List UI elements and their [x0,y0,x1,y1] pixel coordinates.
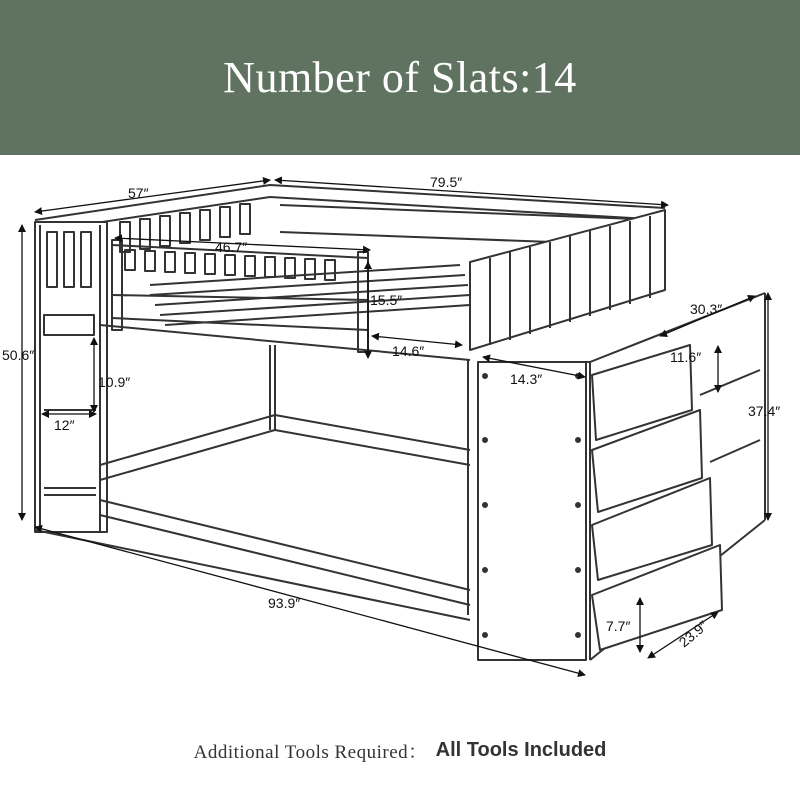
header-banner [0,0,800,155]
dim-total-height: 50.6″ [2,347,35,363]
dim-opening-width: 14.6″ [392,343,425,359]
dim-shelf-height: 11.6″ [670,349,702,365]
dim-bed-depth: 57″ [128,185,149,201]
dim-step-height: 10.9″ [98,374,131,390]
bed-frame [35,185,765,660]
page-title: Number of Slats:14 [223,53,577,102]
dim-bed-length: 79.5″ [430,174,463,190]
dim-ladder-width: 12″ [54,417,75,433]
dim-stair-height: 37.4″ [748,403,781,419]
tools-required-value: All Tools Included [435,738,607,761]
tools-required-label: Additional Tools Required： [193,741,428,763]
dim-drawer-height: 7.7″ [606,618,631,634]
dim-drawer-depth: 23.9″ [675,617,711,651]
dim-stair-width: 14.3″ [510,371,543,387]
footer [0,730,800,770]
dim-guard-height: 15.5″ [370,292,403,308]
dim-guard-length: 46.7″ [215,239,248,255]
bunk-bed-diagram [0,155,800,715]
dim-stair-depth: 30.3″ [690,301,723,317]
dim-total-length: 93.9″ [268,595,301,611]
